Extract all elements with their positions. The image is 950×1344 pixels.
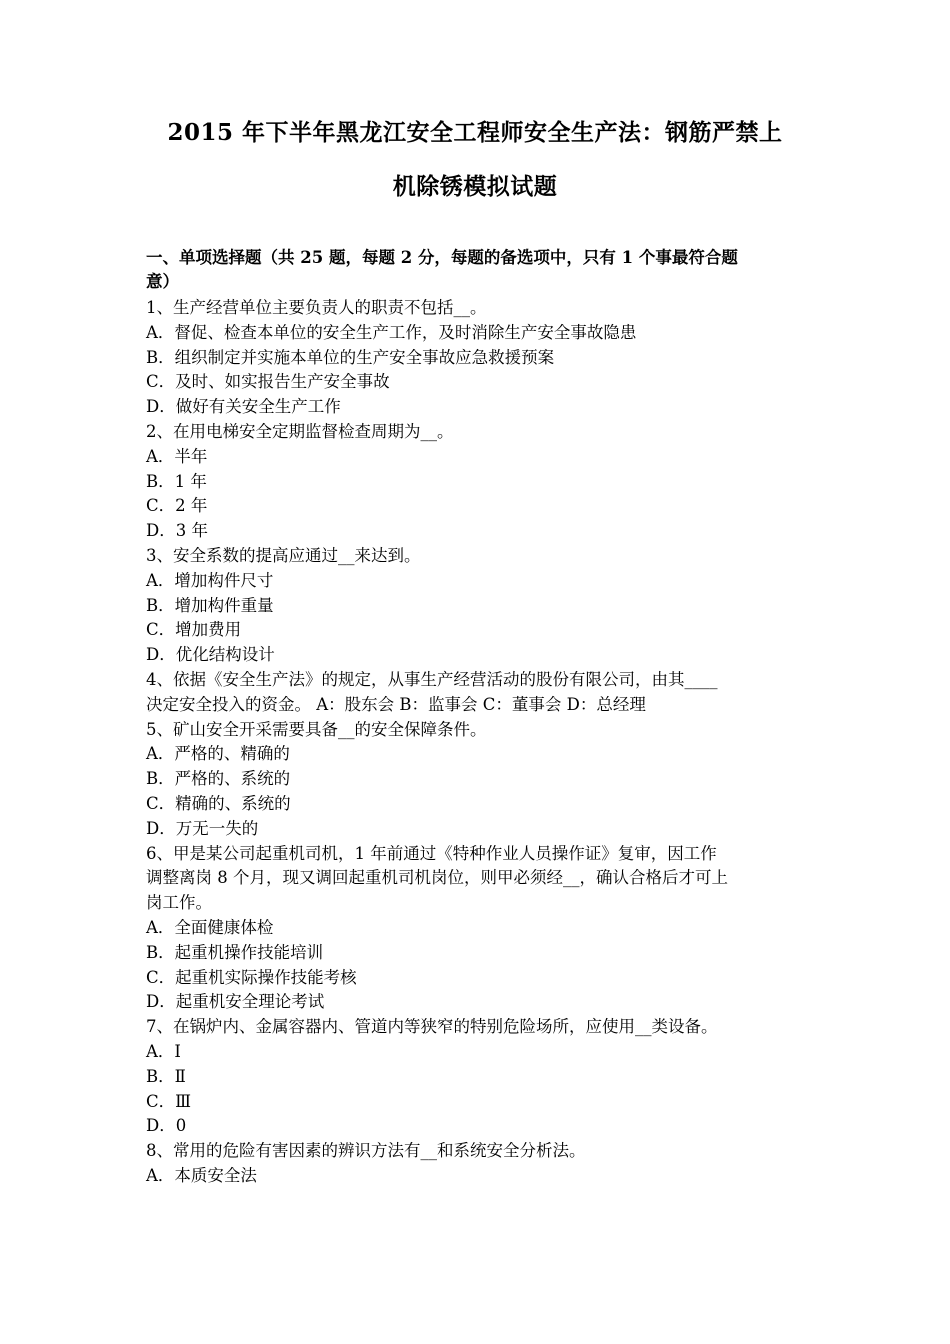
question-6-continued: 岗工作。 — [146, 893, 212, 913]
question-list — [146, 296, 810, 1189]
question-2: 2、在用电梯安全定期监督检查周期为__。 — [146, 421, 454, 441]
option-line: A．全面健康体检 — [146, 917, 274, 937]
option-line: C．Ⅲ — [146, 1091, 192, 1111]
option-line: D．3 年 — [146, 521, 208, 541]
option-line: D．优化结构设计 — [146, 645, 275, 665]
document-title-line-1: 2015 年下半年黑龙江安全工程师安全生产法：钢筋严禁上 — [167, 119, 783, 146]
option-line: A．督促、检查本单位的安全生产工作，及时消除生产安全事故隐患 — [146, 322, 637, 342]
option-line: B．1 年 — [146, 471, 207, 491]
question-7: 7、在锅炉内、金属容器内、管道内等狭窄的特别危险场所，应使用__类设备。 — [146, 1017, 718, 1037]
option-line: A．本质安全法 — [146, 1165, 257, 1185]
option-line: C．起重机实际操作技能考核 — [146, 967, 357, 987]
option-line: B．Ⅱ — [146, 1066, 186, 1086]
option-line: C．及时、如实报告生产安全事故 — [146, 372, 390, 392]
option-line: D．起重机安全理论考试 — [146, 992, 325, 1012]
option-line: B．严格的、系统的 — [146, 769, 291, 789]
option-line: B．组织制定并实施本单位的生产安全事故应急救援预案 — [146, 347, 555, 367]
option-line: A．严格的、精确的 — [146, 744, 290, 764]
document-title-line-2: 机除锈模拟试题 — [392, 173, 558, 200]
question-1: 1、生产经营单位主要负责人的职责不包括__。 — [146, 298, 487, 317]
question-4: 4、依据《安全生产法》的规定，从事生产经营活动的股份有限公司，由其____ — [146, 669, 718, 689]
option-line: C．2 年 — [146, 496, 208, 516]
question-5: 5、矿山安全开采需要具备__的安全保障条件。 — [146, 719, 487, 739]
option-line: D．做好有关安全生产工作 — [146, 397, 341, 417]
section-heading-line-2: 意） — [146, 272, 179, 291]
question-6-continued: 调整离岗 8 个月，现又调回起重机司机岗位，则甲必须经__，确认合格后才可上 — [146, 868, 728, 888]
question-3: 3、安全系数的提高应通过__来达到。 — [146, 545, 421, 565]
question-4-continued: 决定安全投入的资金。 A：股东会 B：监事会 C：董事会 D：总经理 — [146, 694, 646, 714]
section-heading — [146, 246, 810, 294]
option-line: D．万无一失的 — [146, 818, 259, 838]
option-line: A．增加构件尺寸 — [146, 570, 274, 590]
option-line: B．起重机操作技能培训 — [146, 942, 324, 962]
option-line: B．增加构件重量 — [146, 595, 274, 615]
option-line: D．0 — [146, 1116, 187, 1136]
option-line: C．精确的、系统的 — [146, 793, 291, 813]
option-line: C．增加费用 — [146, 620, 242, 640]
option-line: A．Ⅰ — [146, 1041, 181, 1061]
question-6: 6、甲是某公司起重机司机，1 年前通过《特种作业人员操作证》复审，因工作 — [146, 843, 717, 863]
question-8: 8、常用的危险有害因素的辨识方法有__和系统安全分析法。 — [146, 1141, 586, 1161]
option-line: A．半年 — [146, 446, 208, 466]
section-heading-line-1: 一、单项选择题（共 25 题，每题 2 分，每题的备选项中，只有 1 个事最符合题 — [146, 248, 738, 267]
